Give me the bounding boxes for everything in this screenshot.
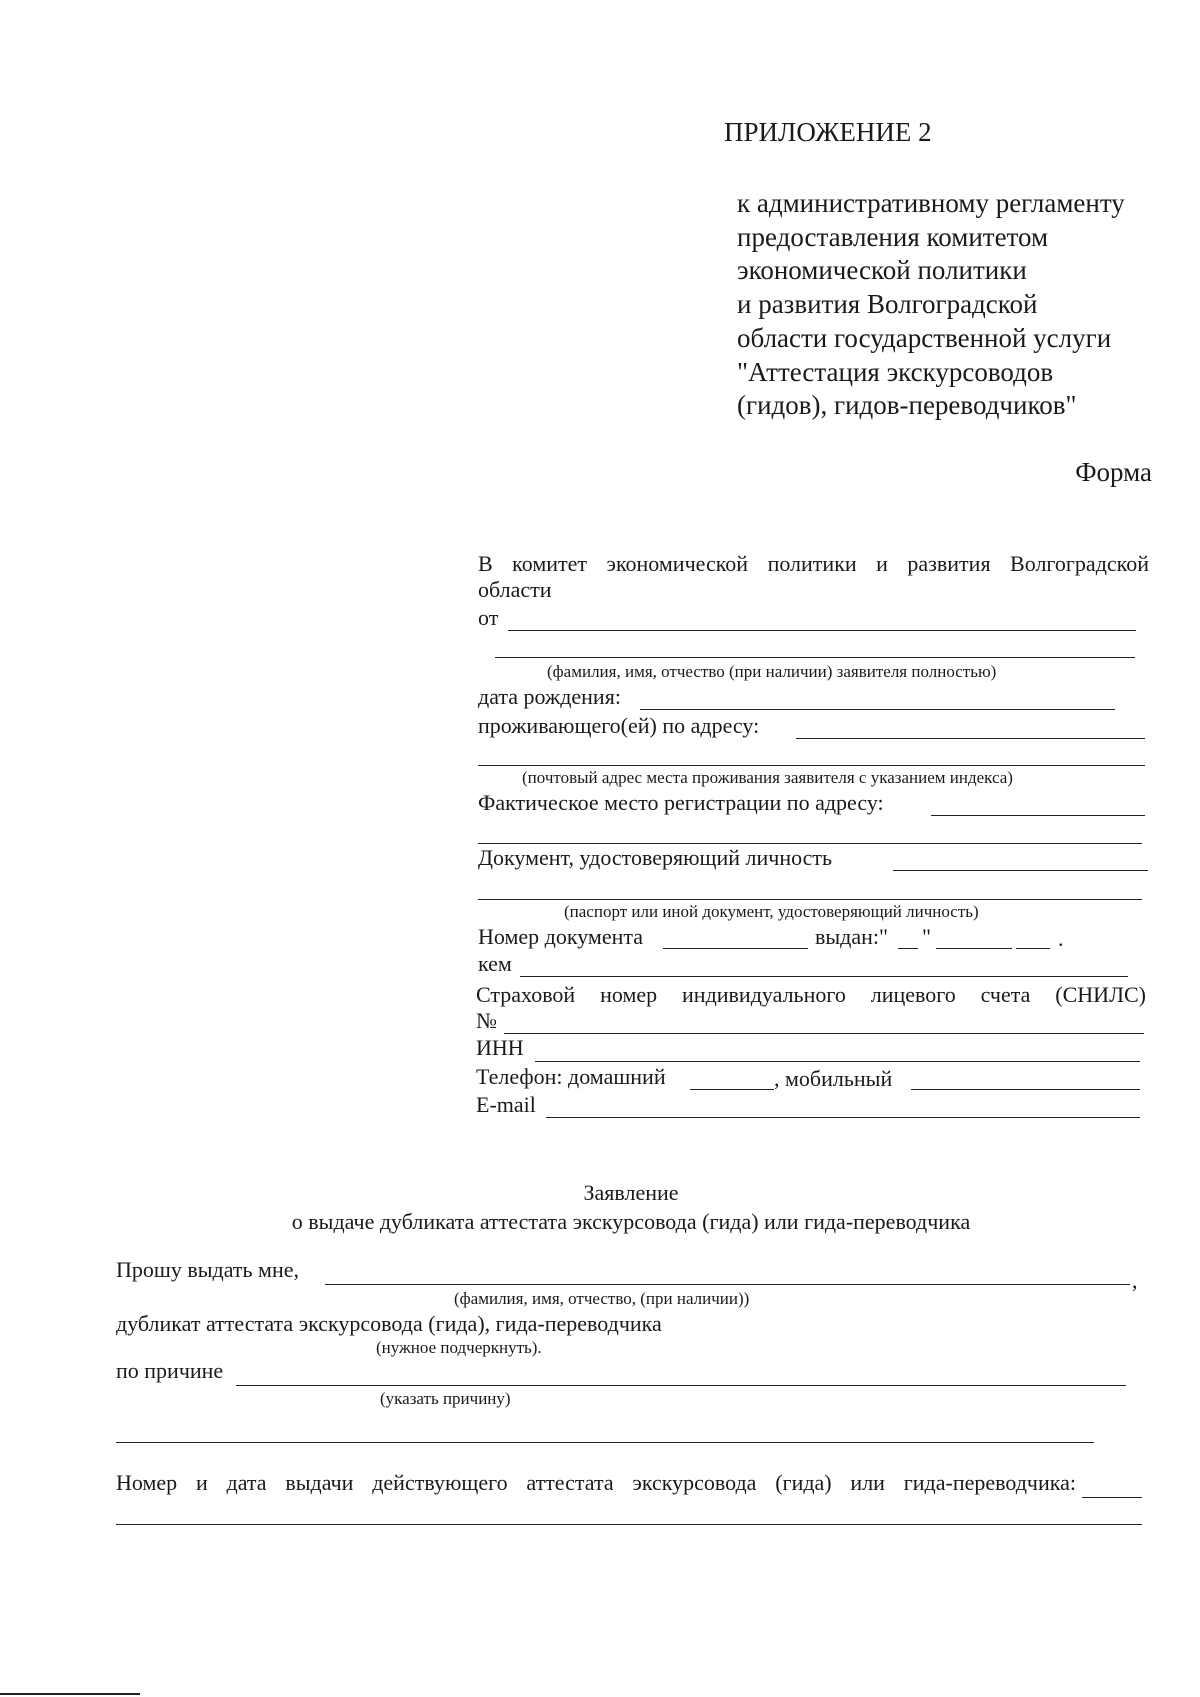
registration-field-continuation[interactable]	[478, 843, 1142, 844]
issued-year-field[interactable]	[1016, 948, 1050, 949]
snils-field[interactable]	[504, 1033, 1144, 1034]
appendix-reference	[737, 187, 1125, 423]
birth-date-field[interactable]	[640, 709, 1115, 710]
duplicate-line: дубликат аттестата экскурсовода (гида), гида-переводчика	[116, 1311, 662, 1336]
reason-hint: (указать причину)	[380, 1389, 511, 1408]
inn-field[interactable]	[535, 1061, 1140, 1062]
residence-field-continuation[interactable]	[478, 765, 1145, 766]
registration-field[interactable]	[931, 815, 1145, 816]
from-field[interactable]	[508, 630, 1136, 631]
issued-month-field[interactable]	[936, 948, 1012, 949]
current-attestat-label: Номер и дата выдачи действующего аттестата экскурсовода (гида) или гида-переводчика:	[116, 1470, 1076, 1495]
id-document-field-continuation[interactable]	[478, 899, 1142, 900]
underline-hint: (нужное подчеркнуть).	[376, 1338, 542, 1357]
email-field[interactable]	[546, 1117, 1140, 1118]
residence-field[interactable]	[796, 738, 1145, 739]
request-comma: ,	[1132, 1268, 1138, 1293]
registration-label: Фактическое место регистрации по адресу:	[478, 790, 884, 815]
id-document-hint: (паспорт или иной документ, удостоверяющий личность)	[564, 902, 979, 921]
doc-number-label: Номер документа	[478, 924, 644, 949]
residence-label: проживающего(ей) по адресу:	[478, 713, 760, 738]
appendix-line: экономической политики	[737, 255, 1027, 286]
issued-by-label: кем	[478, 951, 512, 976]
request-label: Прошу выдать мне,	[116, 1257, 299, 1282]
id-document-field[interactable]	[893, 870, 1148, 871]
phone-label: Телефон: домашний	[476, 1064, 666, 1089]
reason-label: по причине	[116, 1358, 224, 1383]
reason-field-continuation[interactable]	[116, 1442, 1094, 1443]
appendix-line: "Аттестация экскурсоводов	[737, 356, 1054, 387]
inn-label: ИНН	[476, 1035, 524, 1060]
appendix-line: и развития Волгоградской	[737, 289, 1038, 320]
mobile-phone-field[interactable]	[911, 1089, 1140, 1090]
issued-label: выдан:"	[815, 924, 888, 949]
number-sign: №	[476, 1008, 497, 1033]
request-hint: (фамилия, имя, отчество, (при наличии))	[454, 1289, 750, 1308]
statement-title: Заявление	[583, 1180, 679, 1205]
request-fio-field[interactable]	[325, 1284, 1130, 1285]
appendix-line: области государственной услуги	[737, 322, 1112, 353]
email-label: E-mail	[476, 1092, 536, 1117]
reason-field[interactable]	[236, 1385, 1126, 1386]
appendix-line: предоставления комитетом	[737, 221, 1049, 252]
id-document-label: Документ, удостоверяющий личность	[478, 845, 833, 870]
birth-date-label: дата рождения:	[478, 684, 621, 709]
addressee-line-2: области	[478, 577, 552, 602]
doc-number-field[interactable]	[663, 948, 808, 949]
snils-label: Страховой номер индивидуального лицевого счета (СНИЛС)	[476, 982, 1146, 1007]
issued-by-field[interactable]	[520, 976, 1128, 977]
postal-hint: (почтовый адрес места проживания заявителя с указанием индекса)	[522, 768, 1013, 787]
current-attestat-field[interactable]	[1082, 1497, 1142, 1498]
bottom-edge-line	[0, 1693, 140, 1695]
addressee-line-1: В комитет экономической политики и развития Волгоградской	[478, 551, 1149, 576]
statement-subtitle: о выдаче дубликата аттестата экскурсовода (гида) или гида-переводчика	[291, 1209, 971, 1234]
home-phone-field[interactable]	[690, 1089, 774, 1090]
issued-day-field[interactable]	[898, 948, 918, 949]
appendix-title: ПРИЛОЖЕНИЕ 2	[724, 117, 932, 147]
issued-quote: "	[922, 924, 931, 949]
from-label: от	[478, 605, 499, 630]
fio-hint: (фамилия, имя, отчество (при наличии) заявителя полностью)	[547, 662, 997, 681]
appendix-line: к административному регламенту	[737, 188, 1125, 218]
mobile-label: , мобильный	[774, 1066, 893, 1091]
current-attestat-field-continuation[interactable]	[116, 1524, 1142, 1525]
appendix-line: (гидов), гидов-переводчиков"	[737, 390, 1077, 421]
issued-end: .	[1058, 926, 1064, 951]
form-label: Форма	[1075, 457, 1152, 487]
from-field-continuation[interactable]	[495, 657, 1135, 658]
